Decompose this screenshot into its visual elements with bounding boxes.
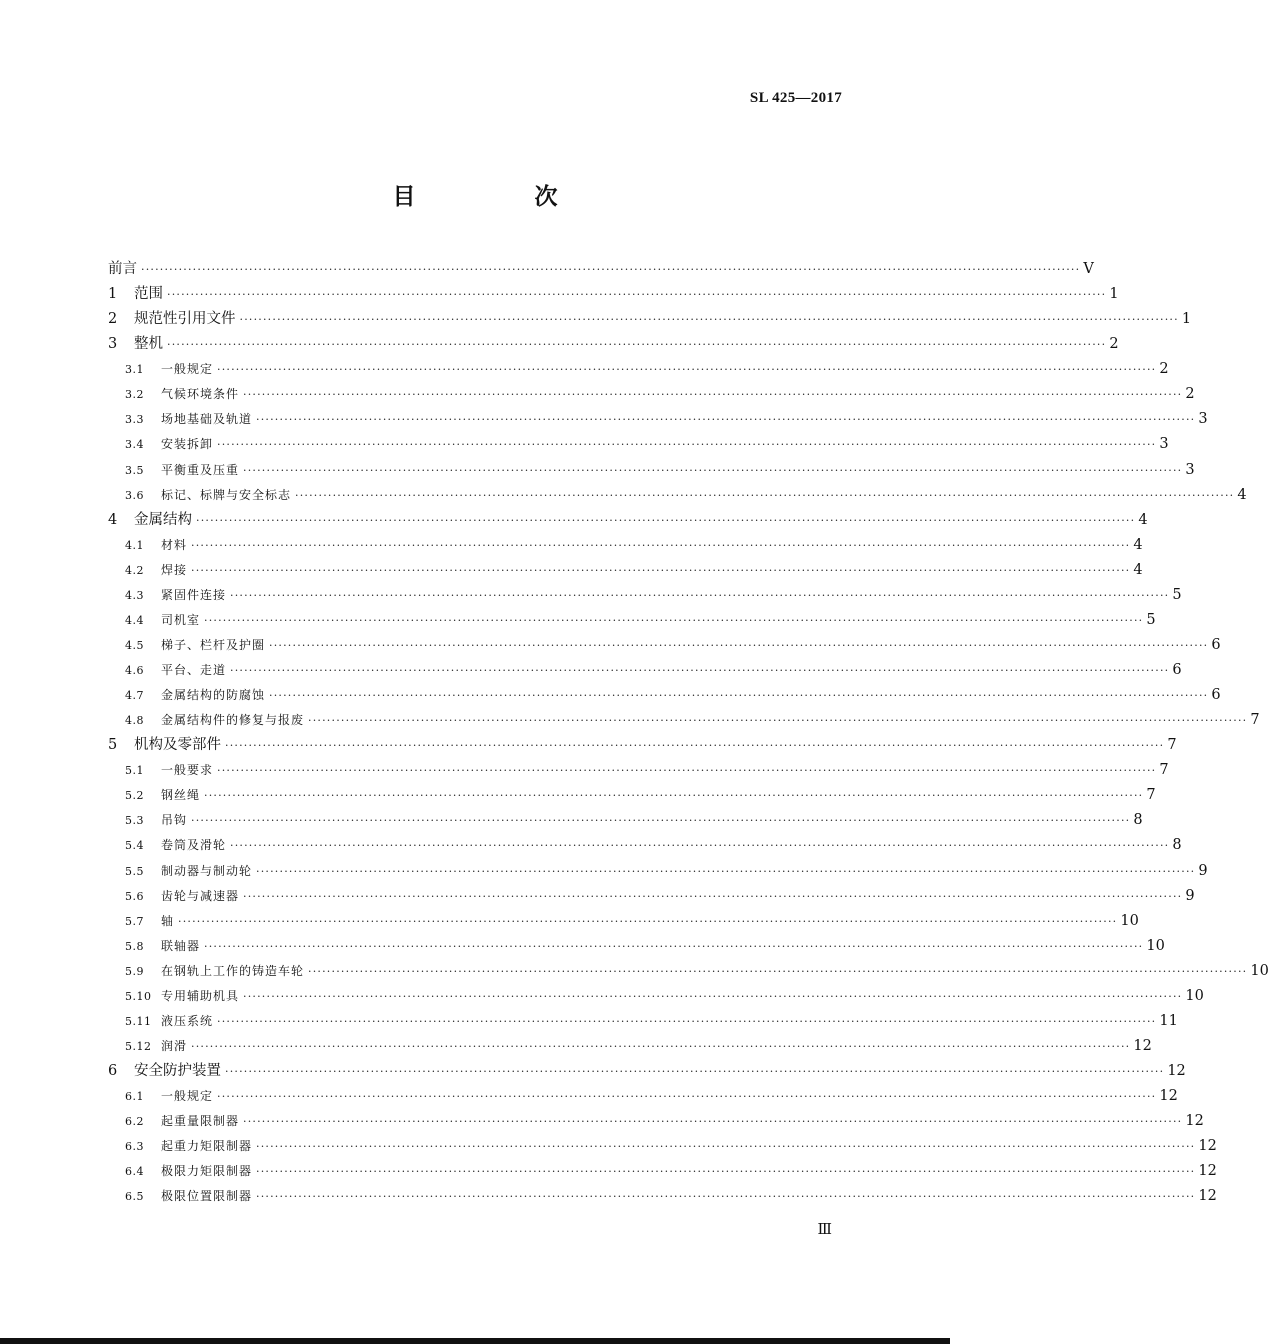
toc-entry-number: 4 bbox=[108, 511, 118, 528]
toc-entry-label: 场地基础及轨道 bbox=[161, 412, 253, 427]
toc-entry-label: 液压系统 bbox=[161, 1013, 214, 1028]
toc-entry-page: 8 bbox=[1133, 812, 1143, 829]
dot-leader: ········································································································································································································ bbox=[308, 714, 1248, 728]
toc-entry-page: 5 bbox=[1146, 611, 1156, 628]
toc-entry-label: 平台、走道 bbox=[161, 663, 227, 677]
toc-entry-number: 6.5 bbox=[125, 1190, 144, 1204]
toc-entry[interactable] bbox=[108, 583, 1182, 608]
toc-entry-label: 齿轮与减速器 bbox=[161, 888, 240, 903]
toc-entry-label: 轴 bbox=[161, 913, 175, 928]
toc-entry[interactable] bbox=[108, 1084, 1178, 1109]
dot-leader: ········································································································································································································ bbox=[217, 1014, 1157, 1028]
page-number: Ⅲ bbox=[817, 1222, 832, 1238]
toc-entry-number: 5.4 bbox=[125, 839, 144, 853]
dot-leader: ········································································································································································································ bbox=[230, 664, 1170, 677]
toc-entry-number: 5.6 bbox=[125, 889, 144, 903]
toc-entry-label: 一般规定 bbox=[161, 1089, 214, 1104]
toc-entry[interactable] bbox=[108, 658, 1182, 683]
page-bottom-border bbox=[0, 1338, 950, 1344]
toc-entry-page: 3 bbox=[1198, 411, 1208, 428]
dot-leader: ········································································································································································································ bbox=[167, 338, 1107, 352]
toc-entry-page: 2 bbox=[1159, 361, 1169, 378]
toc-entry-label: 平衡重及压重 bbox=[161, 462, 240, 477]
toc-entry-label: 规范性引用文件 bbox=[134, 311, 236, 328]
toc-entry-label: 气候环境条件 bbox=[161, 387, 240, 402]
standard-code: SL 425—2017 bbox=[749, 90, 842, 106]
toc-entry-page: 2 bbox=[1185, 386, 1195, 403]
toc-entry-number: 3.1 bbox=[125, 363, 144, 377]
dot-leader: ········································································································································································································ bbox=[256, 1190, 1196, 1204]
toc-entry-number: 4.5 bbox=[125, 638, 144, 652]
dot-leader: ········································································································································································································ bbox=[243, 388, 1183, 402]
toc-entry-label: 钢丝绳 bbox=[161, 788, 201, 803]
toc-entry[interactable] bbox=[108, 808, 1143, 833]
toc-entry-label: 机构及零部件 bbox=[134, 737, 221, 754]
toc-entry-label: 一般要求 bbox=[161, 763, 214, 778]
toc-entry-label: 极限力矩限制器 bbox=[161, 1164, 253, 1179]
toc-entry-page: 4 bbox=[1133, 561, 1143, 578]
toc-entry-number: 5.9 bbox=[125, 964, 144, 978]
toc-title: 目 次 bbox=[392, 184, 606, 210]
toc-entry[interactable] bbox=[108, 1059, 1186, 1084]
dot-leader: ········································································································································································································ bbox=[191, 1039, 1131, 1053]
dot-leader: ········································································································································································································ bbox=[256, 1140, 1196, 1154]
toc-entry-page: 12 bbox=[1159, 1088, 1178, 1105]
toc-entry-page: 4 bbox=[1237, 486, 1247, 503]
dot-leader: ········································································································································································································ bbox=[256, 1165, 1196, 1179]
toc-entry-label: 金属结构的防腐蚀 bbox=[161, 688, 266, 703]
toc-entry[interactable] bbox=[108, 884, 1195, 909]
toc-entry-number: 3.3 bbox=[125, 413, 144, 427]
toc-entry-number: 5.12 bbox=[125, 1039, 152, 1053]
toc-entry-number: 5.11 bbox=[125, 1014, 152, 1028]
toc-entry[interactable] bbox=[108, 984, 1204, 1009]
toc-entry-page: 4 bbox=[1138, 511, 1148, 528]
toc-entry-label: 联轴器 bbox=[161, 938, 201, 953]
toc-entry-page: 3 bbox=[1159, 436, 1169, 453]
toc-entry-number: 3 bbox=[108, 336, 118, 353]
toc-entry-page: 9 bbox=[1185, 887, 1195, 904]
toc-entry-page: 3 bbox=[1185, 461, 1195, 478]
toc-entry-page: Ⅴ bbox=[1083, 261, 1094, 277]
toc-entry-page: 4 bbox=[1133, 536, 1143, 553]
dot-leader: ········································································································································································································ bbox=[230, 839, 1170, 853]
toc-entry-number: 2 bbox=[108, 311, 118, 328]
dot-leader: ········································································································································································································ bbox=[196, 513, 1136, 527]
toc-entry-number: 5.10 bbox=[125, 989, 152, 1003]
toc-entry-number: 6.4 bbox=[125, 1165, 144, 1179]
toc-entry-page: 12 bbox=[1185, 1113, 1204, 1130]
toc-entry-number: 4.7 bbox=[125, 689, 144, 703]
toc-entry-page: 6 bbox=[1211, 687, 1221, 704]
dot-leader: ········································································································································································································ bbox=[295, 488, 1235, 502]
toc-entry-page: 1 bbox=[1109, 286, 1119, 303]
toc-entry[interactable] bbox=[108, 783, 1156, 808]
toc-entry-label: 金属结构 bbox=[134, 511, 192, 528]
dot-leader: ········································································································································································································ bbox=[243, 1115, 1183, 1129]
dot-leader: ········································································································································································································ bbox=[191, 814, 1131, 828]
toc-entry[interactable] bbox=[108, 1034, 1152, 1059]
dot-leader: ········································································································································································································ bbox=[191, 563, 1131, 577]
toc-entry-label: 整机 bbox=[134, 336, 163, 353]
dot-leader: ········································································································································································································ bbox=[225, 739, 1165, 753]
toc-entry[interactable] bbox=[108, 1184, 1217, 1209]
toc-entry-label: 司机室 bbox=[161, 612, 201, 627]
dot-leader: ········································································································································································································ bbox=[178, 914, 1118, 928]
toc-entry[interactable] bbox=[108, 683, 1221, 708]
dot-leader: ········································································································································································································ bbox=[217, 363, 1157, 377]
toc-entry-number: 5.1 bbox=[125, 764, 144, 778]
toc-entry-page: 9 bbox=[1198, 862, 1208, 879]
toc-entry[interactable] bbox=[108, 332, 1119, 357]
dot-leader: ········································································································································································································ bbox=[204, 613, 1144, 627]
toc-entry[interactable] bbox=[108, 307, 1192, 332]
toc-entry[interactable] bbox=[108, 633, 1221, 658]
toc-entry-number: 4.6 bbox=[125, 664, 144, 677]
toc-entry-page: 10 bbox=[1250, 962, 1269, 979]
dot-leader: ········································································································································································································ bbox=[230, 588, 1170, 602]
toc-entry[interactable] bbox=[108, 1109, 1204, 1134]
toc-entry-page: 5 bbox=[1172, 586, 1182, 603]
toc-entry-number: 4.2 bbox=[125, 563, 144, 577]
toc-entry-label: 润滑 bbox=[161, 1038, 188, 1053]
dot-leader: ········································································································································································································ bbox=[217, 1090, 1157, 1104]
toc-entry-page: 10 bbox=[1185, 987, 1204, 1004]
dot-leader: ········································································································································································································ bbox=[256, 864, 1196, 878]
toc-entry-label: 材料 bbox=[161, 537, 188, 552]
toc-entry[interactable] bbox=[108, 733, 1177, 758]
toc-entry-label: 安装拆卸 bbox=[161, 437, 214, 452]
toc-entry-label: 安全防护装置 bbox=[134, 1063, 221, 1079]
toc-entry-label: 制动器与制动轮 bbox=[161, 863, 253, 878]
toc-entry-label: 起重量限制器 bbox=[161, 1114, 240, 1129]
toc-entry-page: 2 bbox=[1109, 336, 1119, 353]
toc-entry-page: 6 bbox=[1172, 662, 1182, 678]
dot-leader: ········································································································································································································ bbox=[243, 989, 1183, 1003]
toc-entry-page: 7 bbox=[1146, 787, 1156, 804]
toc-entry-label: 焊接 bbox=[161, 562, 188, 577]
toc-entry-page: 7 bbox=[1159, 762, 1169, 779]
toc-entry-number: 6.2 bbox=[125, 1115, 144, 1129]
toc-entry[interactable] bbox=[108, 909, 1139, 934]
toc-entry-number: 5.5 bbox=[125, 864, 144, 878]
toc-entry[interactable] bbox=[108, 282, 1119, 307]
toc-entry-page: 12 bbox=[1167, 1063, 1186, 1079]
toc-entry-number: 5.8 bbox=[125, 939, 144, 953]
dot-leader: ········································································································································································································ bbox=[256, 413, 1196, 427]
dot-leader: ········································································································································································································ bbox=[191, 538, 1131, 552]
toc-entry-page: 6 bbox=[1211, 636, 1221, 653]
toc-entry[interactable] bbox=[108, 934, 1165, 959]
dot-leader: ········································································································································································································ bbox=[141, 263, 1081, 276]
toc-entry[interactable] bbox=[108, 959, 1269, 984]
toc-entry-page: 7 bbox=[1250, 712, 1260, 729]
toc-entry-number: 5.7 bbox=[125, 914, 144, 928]
toc-entry-number: 6.1 bbox=[125, 1090, 144, 1104]
toc-entry-number: 4.3 bbox=[125, 588, 144, 602]
dot-leader: ········································································································································································································ bbox=[217, 764, 1157, 778]
toc-entry[interactable] bbox=[108, 1134, 1217, 1159]
toc-entry-page: 12 bbox=[1198, 1188, 1217, 1205]
toc-entry[interactable] bbox=[108, 432, 1169, 457]
dot-leader: ········································································································································································································ bbox=[269, 638, 1209, 652]
dot-leader: ········································································································································································································ bbox=[225, 1065, 1165, 1078]
toc-entry-label: 极限位置限制器 bbox=[161, 1189, 253, 1204]
toc-entry[interactable] bbox=[108, 382, 1195, 407]
toc-entry-page: 10 bbox=[1146, 937, 1165, 954]
toc-entry[interactable] bbox=[108, 508, 1148, 533]
toc-entry[interactable] bbox=[108, 558, 1143, 583]
toc-entry-number: 4.8 bbox=[125, 714, 144, 728]
toc-entry[interactable] bbox=[108, 608, 1156, 633]
toc-entry-number: 3.5 bbox=[125, 463, 144, 477]
toc-entry-label: 起重力矩限制器 bbox=[161, 1139, 253, 1154]
toc-entry-number: 3.4 bbox=[125, 438, 144, 452]
toc-entry-label: 一般规定 bbox=[161, 362, 214, 377]
toc-entry-number: 5.3 bbox=[125, 814, 144, 828]
toc-entry-page: 1 bbox=[1181, 311, 1192, 328]
dot-leader: ········································································································································································································ bbox=[308, 964, 1248, 978]
dot-leader: ········································································································································································································ bbox=[204, 789, 1144, 803]
toc-entry-label: 在钢轨上工作的铸造车轮 bbox=[161, 963, 305, 978]
toc-entry-label: 卷筒及滑轮 bbox=[161, 838, 227, 853]
toc-entry[interactable] bbox=[108, 859, 1208, 884]
toc-entry-label: 专用辅助机具 bbox=[161, 988, 240, 1003]
toc-entry[interactable] bbox=[108, 1009, 1178, 1034]
dot-leader: ········································································································································································································ bbox=[243, 463, 1183, 477]
toc-entry-page: 12 bbox=[1133, 1037, 1152, 1054]
toc-entry-page: 11 bbox=[1159, 1012, 1178, 1029]
toc-entry[interactable] bbox=[108, 533, 1143, 558]
toc-entry-page: 7 bbox=[1167, 737, 1177, 754]
toc-entry-page: 8 bbox=[1172, 837, 1182, 854]
toc-entry-label: 范围 bbox=[134, 286, 163, 303]
toc-entry-label: 梯子、栏杆及护圈 bbox=[161, 637, 266, 652]
toc-entry-page: 12 bbox=[1198, 1138, 1217, 1155]
toc-entry[interactable] bbox=[108, 483, 1247, 508]
toc-entry-number: 4.1 bbox=[125, 538, 144, 552]
toc-entry-number: 3.6 bbox=[125, 488, 144, 502]
toc-entry-label: 前言 bbox=[108, 261, 137, 277]
toc-entry-number: 5.2 bbox=[125, 789, 144, 803]
toc-entry-number: 6.3 bbox=[125, 1140, 144, 1154]
toc-entry-label: 金属结构件的修复与报废 bbox=[161, 713, 305, 728]
table-of-contents bbox=[108, 257, 1269, 1209]
toc-entry[interactable] bbox=[108, 1159, 1217, 1184]
toc-entry[interactable] bbox=[108, 758, 1169, 783]
toc-entry[interactable] bbox=[108, 407, 1208, 432]
toc-entry-number: 5 bbox=[108, 737, 118, 754]
toc-entry-page: 10 bbox=[1120, 912, 1139, 929]
toc-entry-number: 3.2 bbox=[125, 388, 144, 402]
toc-entry-number: 6 bbox=[108, 1063, 118, 1079]
dot-leader: ········································································································································································································ bbox=[269, 689, 1209, 703]
toc-entry-label: 标记、标牌与安全标志 bbox=[161, 487, 292, 502]
dot-leader: ········································································································································································································ bbox=[243, 889, 1183, 903]
dot-leader: ········································································································································································································ bbox=[204, 939, 1144, 953]
dot-leader: ········································································································································································································ bbox=[217, 438, 1157, 452]
toc-entry-page: 12 bbox=[1198, 1163, 1217, 1180]
toc-entry-number: 1 bbox=[108, 286, 118, 303]
toc-entry[interactable] bbox=[108, 257, 1094, 282]
toc-entry[interactable] bbox=[108, 458, 1195, 483]
toc-entry-number: 4.4 bbox=[125, 613, 144, 627]
dot-leader: ········································································································································································································ bbox=[239, 313, 1179, 327]
toc-entry-label: 紧固件连接 bbox=[161, 587, 227, 602]
toc-entry-label: 吊钩 bbox=[161, 813, 188, 828]
dot-leader: ········································································································································································································ bbox=[167, 288, 1107, 302]
toc-entry[interactable] bbox=[108, 357, 1169, 382]
toc-entry[interactable] bbox=[108, 833, 1182, 858]
toc-entry[interactable] bbox=[108, 708, 1260, 733]
